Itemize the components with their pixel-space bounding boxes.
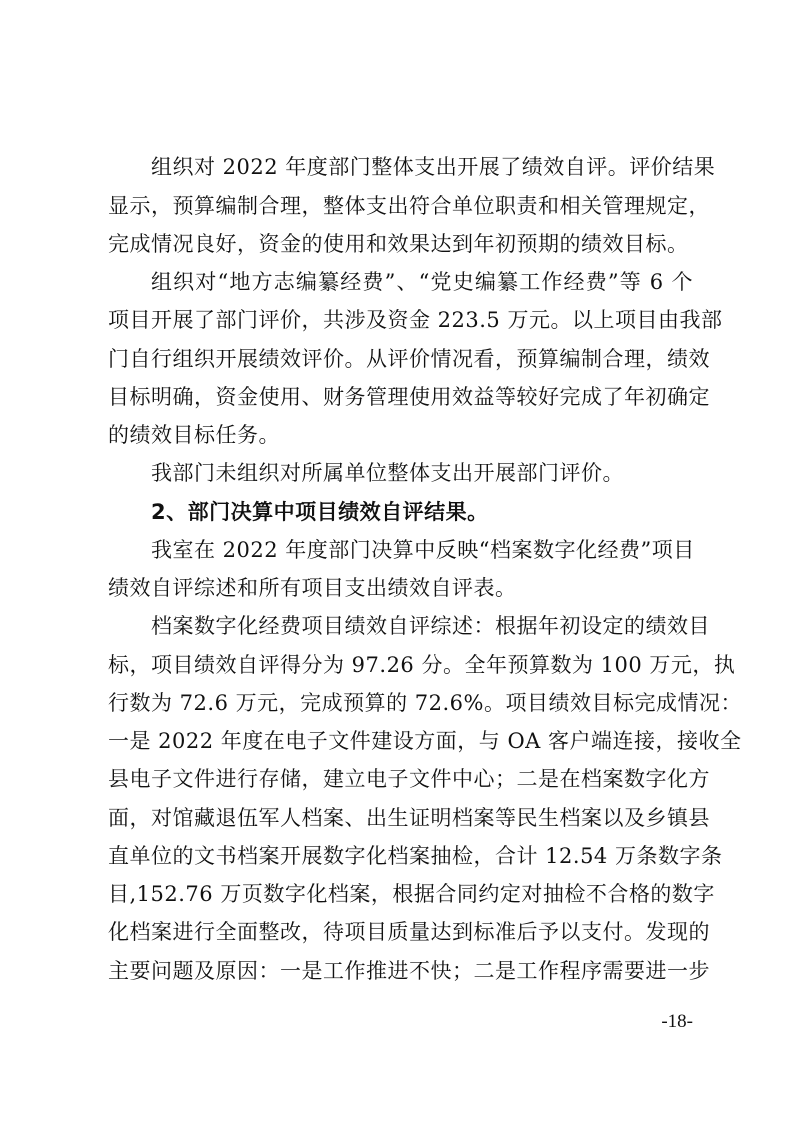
paragraph-line: 县电子文件进行存储，建立电子文件中心；二是在档案数字化方: [108, 767, 710, 791]
paragraph-line: 的绩效目标任务。: [108, 423, 280, 447]
paragraph-line: 我室在 2022 年度部门决算中反映“档案数字化经费”项目: [151, 538, 695, 562]
paragraph-line: 档案数字化经费项目绩效自评综述：根据年初设定的绩效目: [151, 614, 710, 638]
paragraph-line: 目标明确，资金使用、财务管理使用效益等较好完成了年初确定: [108, 385, 710, 409]
paragraph-line: 标，项目绩效自评得分为 97.26 分。全年预算数为 100 万元，执: [108, 653, 736, 677]
section-heading: 2、部门决算中项目绩效自评结果。: [151, 500, 489, 524]
paragraph-line: 目,152.76 万页数字化档案，根据合同约定对抽检不合格的数字: [108, 882, 715, 906]
paragraph-line: 我部门未组织对所属单位整体支出开展部门评价。: [151, 461, 624, 485]
paragraph-line: 显示，预算编制合理，整体支出符合单位职责和相关管理规定，: [108, 194, 710, 218]
paragraph-line: 一是 2022 年度在电子文件建设方面，与 OA 客户端连接，接收全: [108, 729, 742, 753]
paragraph-line: 组织对“地方志编纂经费”、“党史编纂工作经费”等 6 个: [151, 270, 693, 294]
paragraph-line: 主要问题及原因：一是工作推进不快；二是工作程序需要进一步: [108, 959, 710, 983]
paragraph-line: 行数为 72.6 万元，完成预算的 72.6%。项目绩效目标完成情况：: [108, 691, 742, 715]
paragraph-line: 面，对馆藏退伍军人档案、出生证明档案等民生档案以及乡镇县: [108, 806, 710, 830]
paragraph-line: 直单位的文书档案开展数字化档案抽检，合计 12.54 万条数字条: [108, 844, 723, 868]
paragraph-line: 项目开展了部门评价，共涉及资金 223.5 万元。以上项目由我部: [108, 308, 723, 332]
paragraph-line: 完成情况良好，资金的使用和效果达到年初预期的绩效目标。: [108, 232, 689, 256]
page-number: -18-: [661, 1011, 693, 1032]
paragraph-line: 化档案进行全面整改，待项目质量达到标准后予以支付。发现的: [108, 920, 710, 944]
paragraph-line: 绩效自评综述和所有项目支出绩效自评表。: [108, 576, 517, 600]
paragraph-line: 门自行组织开展绩效评价。从评价情况看，预算编制合理，绩效: [108, 347, 710, 371]
paragraph-line: 组织对 2022 年度部门整体支出开展了绩效自评。评价结果: [151, 155, 716, 179]
